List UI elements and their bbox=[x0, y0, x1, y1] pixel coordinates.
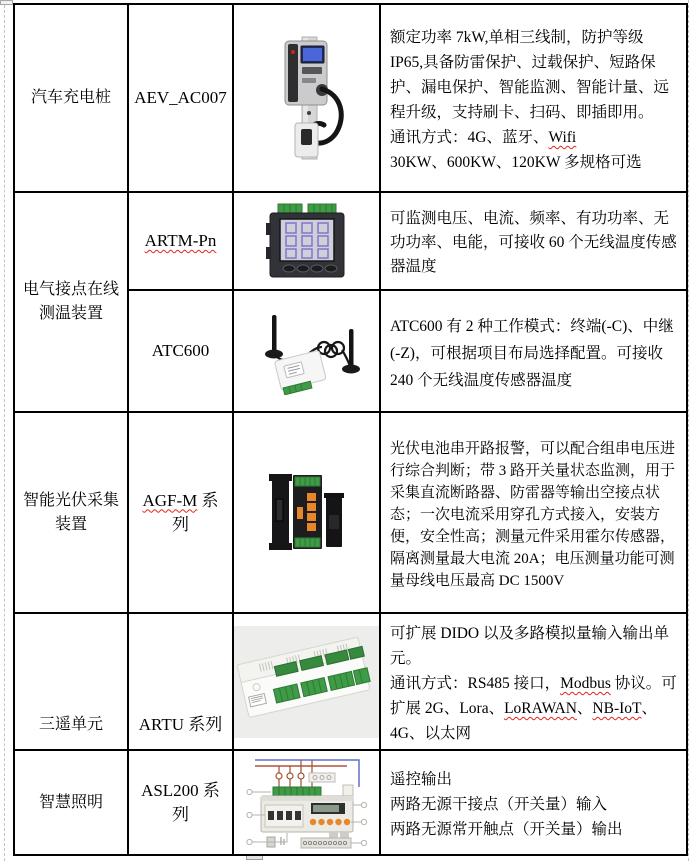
table-row bbox=[14, 4, 687, 192]
ev-charging-pile-photo bbox=[262, 33, 352, 163]
model-label: AEV_AC007 bbox=[134, 88, 227, 107]
image-cell bbox=[233, 750, 380, 855]
text-boundary-left bbox=[4, 0, 5, 861]
description-cell bbox=[380, 613, 687, 750]
category-label: 智慧照明 bbox=[38, 793, 103, 811]
model-label: ATC600 bbox=[151, 341, 210, 360]
product-spec-table bbox=[13, 3, 688, 856]
description-cell bbox=[380, 290, 687, 412]
category-label: 装置 bbox=[54, 515, 87, 533]
description-cell bbox=[380, 412, 687, 613]
category-label: 智能光伏采集 bbox=[22, 491, 119, 509]
model-label: AGF-M bbox=[142, 490, 198, 510]
model-label: ARTU 系列 bbox=[138, 715, 223, 734]
misspelled-word: Wifi bbox=[548, 129, 577, 146]
description-cell bbox=[380, 192, 687, 290]
agf-m-module-photo bbox=[267, 467, 347, 559]
description-paragraph: 光伏电池串开路报警，可以配合组串电压进行综合判断；带 3 路开关量状态监测，用于采集直流断路器、防雷器等输出空接点状态；一次电流采用穿孔方式接入，安装方便，安全性高；测量元件采用霍尔传感器，隔离测量最大电流 20A；电压测量功能可测量母线电压最高 DC 1500V bbox=[390, 440, 676, 589]
text-boundary-right bbox=[688, 0, 689, 861]
table-row bbox=[14, 750, 687, 855]
model-label-suffix: 系列 bbox=[172, 490, 219, 534]
model-label: ASL200 系 bbox=[141, 780, 220, 800]
model-label: ARTM-Pn bbox=[144, 231, 217, 250]
asl200-wiring-diagram bbox=[243, 753, 371, 853]
image-cell bbox=[233, 192, 380, 290]
description-paragraph: 可监测电压、电流、频率、有功功率、无功功率、电能，可接收 60 个无线温度传感器温度 bbox=[390, 210, 677, 275]
artu-module-photo bbox=[234, 626, 379, 738]
description-paragraph: 30KW、600KW、120KW 多规格可选 bbox=[390, 154, 642, 171]
description-paragraph: 遥控输出 bbox=[390, 771, 453, 788]
misspelled-word: NB-IoT bbox=[592, 700, 642, 717]
artm-pn-meter-photo bbox=[264, 202, 350, 280]
model-cell bbox=[128, 192, 233, 290]
image-cell bbox=[233, 613, 380, 750]
table-row bbox=[14, 412, 687, 613]
model-cell bbox=[128, 750, 233, 855]
model-cell bbox=[128, 4, 233, 192]
category-cell bbox=[14, 750, 128, 855]
model-label: 列 bbox=[172, 804, 189, 824]
model-cell bbox=[128, 412, 233, 613]
category-cell bbox=[14, 412, 128, 613]
description-paragraph: 额定功率 7kW,单相三线制，防护等级 IP65,具备防雷保护、过载保护、短路保护、漏电保护、智能监测、智能计量、远程升级，支持刷卡、扫码、即插即用。 bbox=[390, 29, 670, 121]
model-cell bbox=[128, 613, 233, 750]
description-paragraph: ATC600 有 2 种工作模式：终端(-C)、中继(-Z)，可根据项目布局选择配置。可接收 240 个无线温度传感器温度 bbox=[390, 317, 674, 389]
category-label: 汽车充电桩 bbox=[30, 89, 111, 106]
category-cell bbox=[14, 192, 128, 412]
image-cell bbox=[233, 4, 380, 192]
description-paragraph: 通讯方式：4G、蓝牙、Wifi bbox=[390, 129, 577, 146]
category-label: 电气接点在线 bbox=[22, 281, 119, 298]
category-cell bbox=[14, 4, 128, 192]
misspelled-word: Modbus bbox=[560, 675, 611, 692]
image-cell bbox=[233, 290, 380, 412]
table-row bbox=[14, 192, 687, 290]
category-cell bbox=[14, 613, 128, 750]
image-cell bbox=[233, 412, 380, 613]
description-paragraph: 两路无源干接点（开关量）输入 bbox=[390, 796, 608, 813]
table-move-handle bbox=[0, 0, 13, 5]
table-row bbox=[14, 613, 687, 750]
category-label: 测温装置 bbox=[38, 305, 103, 322]
description-paragraph: 两路无源常开触点（开关量）输出 bbox=[390, 821, 623, 838]
description-paragraph: 通讯方式：RS485 接口，Modbus 协议。可扩展 2G、Lora、LoRAWAN、NB-IoT、4G、以太网 bbox=[390, 675, 677, 742]
model-cell bbox=[128, 290, 233, 412]
description-paragraph: 可扩展 DIDO 以及多路模拟量输入输出单元。 bbox=[390, 625, 669, 667]
description-cell bbox=[380, 750, 687, 855]
description-cell bbox=[380, 4, 687, 192]
misspelled-word: LoRAWAN bbox=[504, 700, 577, 717]
atc600-transceiver-photo bbox=[246, 307, 368, 395]
category-label: 三遥单元 bbox=[38, 716, 103, 733]
